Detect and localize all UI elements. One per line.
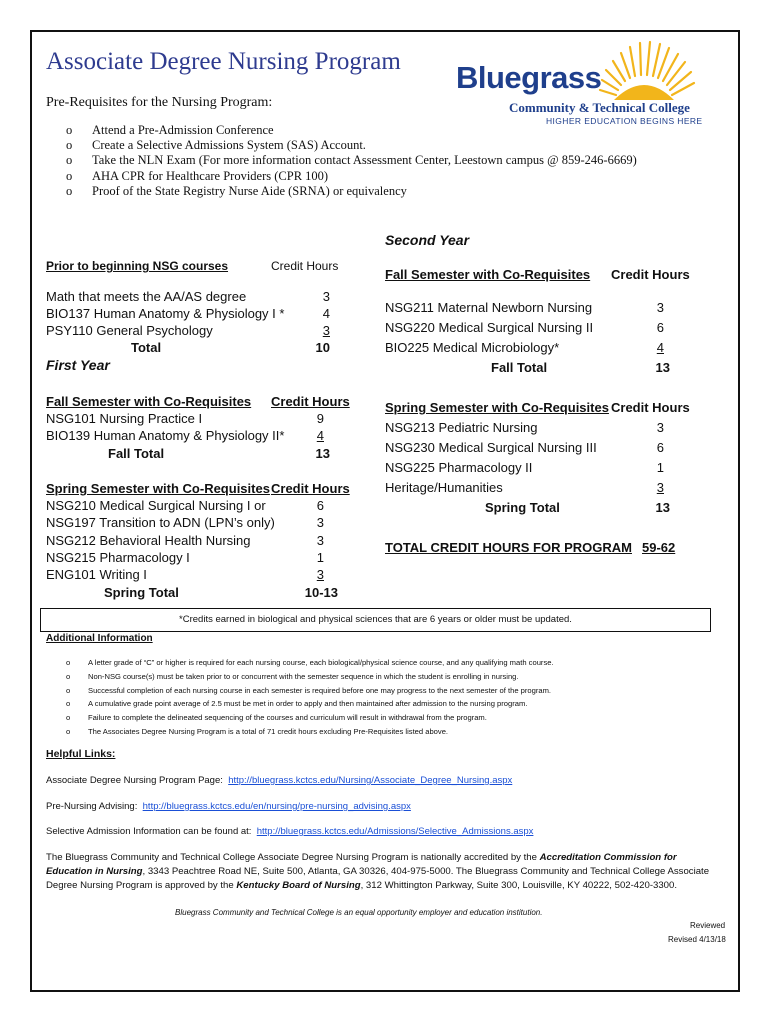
accreditation-paragraph: The Bluegrass Community and Technical College Associate Degree Nursing Program is nationally accredited by the Accreditation Commission for Education in Nursing, 3343 Peachtree Road NE, Suite 500, Atlanta, GA 30326, 404-975-5000. The Bluegrass Community and Technical College Associate Degree Nursing Program is approved by the Kentucky Board of Nursing, 312 Whittington Parkway, Suite 300, Louisville, KY 40222, 502-420-3300. [46, 852, 710, 891]
credit-value: 4 [316, 428, 324, 443]
second-year-heading: Second Year [385, 232, 470, 248]
credit-value: 3 [656, 480, 664, 495]
program-total-label: TOTAL CREDIT HOURS FOR PROGRAM [385, 540, 632, 555]
table-row: NSG225 Pharmacology II [385, 460, 533, 475]
reviewed-label: Reviewed [690, 921, 726, 930]
second-spring-heading: Spring Semester with Co-Requisites [385, 400, 609, 415]
credit-value: 3 [316, 515, 324, 530]
table-row: Heritage/Humanities [385, 480, 503, 495]
prior-heading: Prior to beginning NSG courses [46, 259, 229, 273]
list-item: o Proof of the State Registry Nurse Aide (SRNA) or equivalency [66, 183, 407, 198]
credit-value: 3 [316, 533, 324, 548]
credit-value: 3 [656, 300, 664, 315]
first-fall-credit-label: Credit Hours [271, 394, 350, 409]
table-row: NSG220 Medical Surgical Nursing II [385, 320, 594, 335]
list-item: o A cumulative grade point average of 2.5 must be met in order to apply and then maintained after admission to the nursing program. [66, 699, 528, 709]
credit-value: 6 [656, 320, 664, 335]
credit-value: 3 [322, 289, 330, 304]
page-title: Associate Degree Nursing Program [46, 48, 401, 75]
list-item: o Failure to complete the delineated sequencing of the courses and curriculum will result in withdrawal from the program. [66, 713, 487, 723]
table-row: ENG101 Writing I [46, 567, 147, 582]
link-label: Pre-Nursing Advising: [46, 801, 138, 812]
list-item: o A letter grade of “C” or higher is required for each nursing course, each biological/physical science course, and any qualifying math course. [66, 658, 554, 667]
link-row [46, 801, 411, 812]
total-value: 13 [655, 360, 670, 375]
total-label: Spring Total [104, 585, 179, 600]
credit-value: 4 [656, 340, 664, 355]
table-row: BIO137 Human Anatomy & Physiology I * [46, 306, 285, 321]
credit-value: 1 [316, 550, 324, 565]
logo-brand: Bluegrass [456, 60, 602, 95]
nursing-program-link[interactable]: http://bluegrass.kctcs.edu/Nursing/Associate_Degree_Nursing.aspx [228, 775, 513, 786]
first-fall-heading: Fall Semester with Co-Requisites [46, 394, 252, 409]
table-row: NSG215 Pharmacology I [46, 550, 190, 565]
total-label: Fall Total [108, 446, 165, 461]
second-fall-heading: Fall Semester with Co-Requisites [385, 267, 591, 282]
table-row: Math that meets the AA/AS degree [46, 289, 247, 304]
list-item: o Non-NSG course(s) must be taken prior to or concurrent with the semester sequence in which the student is enrolling in nursing. [66, 671, 519, 681]
table-row: PSY110 General Psychology [46, 323, 213, 338]
credit-value: 3 [656, 420, 664, 435]
list-item: o The Associates Degree Nursing Program is a total of 71 credit hours excluding Pre-Requisites listed above. [66, 726, 449, 736]
prior-credit-label: Credit Hours [271, 259, 339, 273]
second-fall-credit-label: Credit Hours [611, 267, 690, 282]
table-row: NSG212 Behavioral Health Nursing [46, 533, 251, 548]
selective-admissions-link[interactable]: http://bluegrass.kctcs.edu/Admissions/Selective_Admissions.aspx [256, 826, 534, 837]
additional-list [66, 656, 554, 739]
list-item: o Attend a Pre-Admission Conference [66, 123, 274, 137]
prereq-heading: Pre-Requisites for the Nursing Program: [46, 95, 273, 110]
total-value: 10 [315, 340, 330, 355]
table-row: NSG213 Pediatric Nursing [385, 420, 538, 435]
program-total-value: 59-62 [642, 540, 676, 555]
total-value: 13 [315, 446, 330, 461]
credit-value: 9 [316, 411, 324, 426]
total-value: 13 [655, 500, 670, 515]
total-label: Fall Total [491, 360, 548, 375]
list-item: o Take the NLN Exam (For more information contact Assessment Center, Leestown campus @ 859-246-6669) [66, 153, 637, 168]
table-row: BIO225 Medical Microbiology* [385, 340, 560, 355]
table-row: BIO139 Human Anatomy & Physiology II* [46, 428, 285, 443]
list-item: o AHA CPR for Healthcare Providers (CPR 100) [66, 168, 329, 183]
pre-nursing-advising-link[interactable]: http://bluegrass.kctcs.edu/en/nursing/pre-nursing_advising.aspx [142, 801, 411, 812]
first-spring-credit-label: Credit Hours [271, 481, 350, 496]
credit-value: 4 [322, 306, 330, 321]
total-label: Spring Total [485, 500, 560, 515]
eeo-statement: Bluegrass Community and Technical College is an equal opportunity employer and education institution. [175, 908, 543, 917]
credit-value: 6 [656, 440, 664, 455]
first-spring-heading: Spring Semester with Co-Requisites [46, 481, 270, 496]
revised-date: Revised 4/13/18 [668, 935, 726, 944]
link-row [46, 775, 512, 786]
helpful-links-heading: Helpful Links: [46, 748, 116, 760]
list-item: o Create a Selective Admissions System (SAS) Account. [66, 138, 366, 153]
prereq-list [66, 123, 637, 199]
logo-tagline: HIGHER EDUCATION BEGINS HERE [546, 116, 703, 126]
logo-subtitle: Community & Technical College [509, 100, 690, 115]
credit-value: 3 [322, 323, 330, 338]
total-label: Total [131, 340, 162, 355]
list-item: o Successful completion of each nursing course in each semester is required before one may progress to the next semester of the program. [66, 685, 552, 695]
link-row [46, 826, 533, 837]
first-year-heading: First Year [46, 357, 110, 373]
credit-value: 1 [656, 460, 664, 475]
table-row: NSG211 Maternal Newborn Nursing [385, 300, 593, 315]
credit-value: 6 [316, 498, 324, 513]
additional-heading: Additional Information [46, 633, 153, 644]
link-label: Associate Degree Nursing Program Page: [46, 775, 223, 786]
table-row: NSG230 Medical Surgical Nursing III [385, 440, 597, 455]
credits-note: *Credits earned in biological and physical sciences that are 6 years or older must be updated. [40, 608, 711, 632]
table-row: NSG197 Transition to ADN (LPN’s only) [46, 515, 275, 530]
second-spring-credit-label: Credit Hours [611, 400, 690, 415]
link-label: Selective Admission Information can be found at: [46, 826, 252, 837]
sun-logo-icon [596, 40, 696, 102]
table-row: NSG101 Nursing Practice I [46, 411, 203, 426]
table-row: NSG210 Medical Surgical Nursing I or [46, 498, 266, 513]
total-value: 10-13 [304, 585, 338, 600]
credit-value: 3 [316, 567, 324, 582]
